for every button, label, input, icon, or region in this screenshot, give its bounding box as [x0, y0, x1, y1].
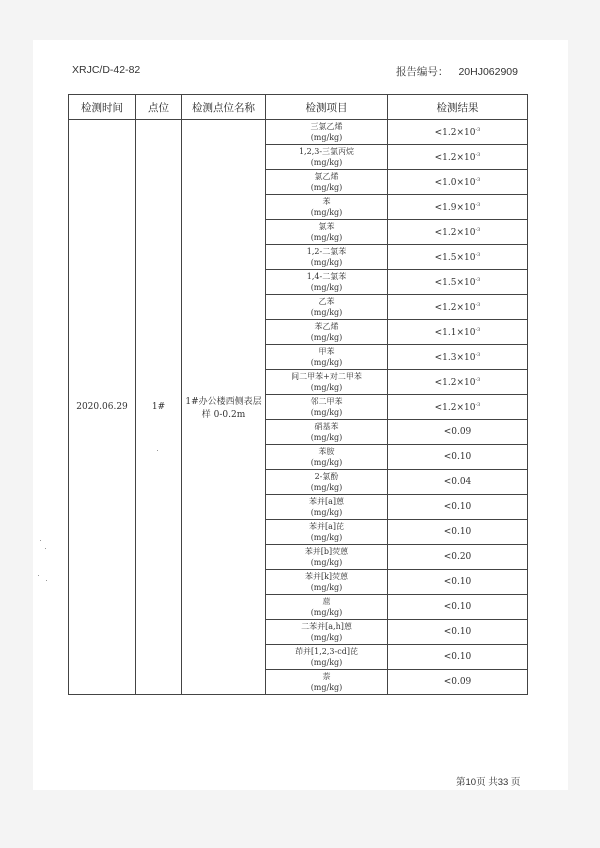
test-item-name: 甲苯 — [318, 347, 335, 356]
test-item-name: 硝基苯 — [314, 422, 339, 431]
test-result-exponent: -3 — [475, 276, 481, 283]
test-result-value: <0.10 — [443, 627, 472, 637]
test-item-unit: (mg/kg) — [310, 633, 343, 642]
test-item-name: 萘 — [322, 672, 331, 681]
col-header-result: 检测结果 — [388, 95, 528, 120]
test-result-exponent: -3 — [475, 151, 481, 158]
test-item-unit: (mg/kg) — [310, 258, 343, 267]
test-result-cell — [388, 645, 528, 670]
test-item-unit: (mg/kg) — [310, 333, 343, 342]
test-result-cell — [388, 270, 528, 295]
test-item-cell — [266, 120, 388, 145]
test-item-unit: (mg/kg) — [310, 433, 343, 442]
report-number-label: 报告编号： — [395, 66, 449, 78]
test-result-value: <1.3×10 — [434, 352, 476, 363]
test-item-cell — [266, 595, 388, 620]
document-code: XRJC/D-42-82 — [72, 64, 141, 76]
test-item-cell — [266, 495, 388, 520]
test-item-unit: (mg/kg) — [310, 608, 343, 617]
test-item-cell — [266, 170, 388, 195]
test-result-cell — [388, 170, 528, 195]
test-item-unit: (mg/kg) — [310, 558, 343, 567]
point-cell: 1# — [136, 120, 182, 695]
scan-speck — [157, 450, 158, 451]
col-header-point: 点位 — [136, 95, 182, 120]
test-result-cell — [388, 370, 528, 395]
test-item-cell — [266, 520, 388, 545]
test-result-value: <0.04 — [443, 477, 472, 487]
test-item-unit: (mg/kg) — [310, 358, 343, 367]
test-item-cell — [266, 570, 388, 595]
test-item-cell — [266, 370, 388, 395]
test-result-value: <1.2×10 — [434, 227, 476, 238]
test-item-unit: (mg/kg) — [310, 583, 343, 592]
test-result-value: <1.1×10 — [434, 327, 476, 338]
test-item-name: 苯并[a]蒽 — [308, 497, 344, 506]
test-item-name: 邻二甲苯 — [310, 397, 343, 406]
test-item-cell — [266, 270, 388, 295]
test-item-cell — [266, 470, 388, 495]
test-item-cell — [266, 295, 388, 320]
test-result-value: <1.9×10 — [434, 202, 476, 213]
scan-speck — [38, 575, 39, 576]
test-result-cell — [388, 295, 528, 320]
test-result-exponent: -3 — [475, 176, 481, 183]
test-item-name: 1,2,3-三氯丙烷 — [298, 147, 355, 156]
scan-speck — [45, 548, 46, 549]
table-header-row — [69, 95, 528, 120]
test-item-cell — [266, 670, 388, 695]
test-result-value: <0.10 — [443, 577, 472, 587]
test-item-unit: (mg/kg) — [310, 458, 343, 467]
test-item-cell — [266, 420, 388, 445]
test-result-exponent: -3 — [475, 126, 481, 133]
test-item-name: 2-氯酚 — [314, 472, 339, 481]
test-item-unit: (mg/kg) — [310, 658, 343, 667]
test-result-exponent: -3 — [475, 376, 481, 383]
test-result-cell — [388, 220, 528, 245]
test-result-value: <1.2×10 — [434, 302, 476, 313]
test-result-value: <0.10 — [443, 452, 472, 462]
test-item-cell — [266, 620, 388, 645]
page-number: 第10页 共33 页 — [456, 777, 521, 788]
test-item-unit: (mg/kg) — [310, 308, 343, 317]
test-result-cell — [388, 245, 528, 270]
test-result-value: <1.2×10 — [434, 402, 476, 413]
test-result-exponent: -3 — [475, 251, 481, 258]
location-cell: 1#办公楼西侧表层样 0-0.2m — [182, 120, 266, 695]
test-result-cell — [388, 495, 528, 520]
test-result-value: <0.20 — [443, 552, 472, 562]
test-result-value: <0.10 — [443, 502, 472, 512]
test-item-cell — [266, 545, 388, 570]
report-number-value: 20HJ062909 — [458, 66, 518, 78]
test-result-value: <0.09 — [443, 677, 472, 687]
test-result-cell — [388, 570, 528, 595]
test-item-unit: (mg/kg) — [310, 408, 343, 417]
test-item-cell — [266, 320, 388, 345]
test-item-cell — [266, 645, 388, 670]
test-result-exponent: -3 — [475, 226, 481, 233]
test-result-cell — [388, 445, 528, 470]
test-item-name: 1,4-二氯苯 — [306, 272, 347, 281]
test-item-cell — [266, 195, 388, 220]
test-result-cell — [388, 545, 528, 570]
test-result-exponent: -3 — [475, 326, 481, 333]
test-result-cell — [388, 620, 528, 645]
table-body — [69, 120, 528, 695]
test-result-cell — [388, 670, 528, 695]
test-item-name: 二苯并[a,h]蒽 — [301, 622, 352, 631]
test-item-unit: (mg/kg) — [310, 133, 343, 142]
test-item-unit: (mg/kg) — [310, 533, 343, 542]
test-result-exponent: -3 — [475, 401, 481, 408]
date-cell: 2020.06.29 — [69, 120, 136, 695]
test-item-unit: (mg/kg) — [310, 208, 343, 217]
test-item-name: 三氯乙烯 — [310, 122, 343, 131]
test-result-cell — [388, 345, 528, 370]
test-item-cell — [266, 220, 388, 245]
test-result-value: <0.10 — [443, 652, 472, 662]
test-result-value: <1.2×10 — [434, 377, 476, 388]
test-item-name: 苯并[b]荧蒽 — [304, 547, 349, 556]
scan-speck — [40, 540, 41, 541]
test-result-value: <0.10 — [443, 602, 472, 612]
col-header-time: 检测时间 — [69, 95, 136, 120]
results-table — [68, 94, 528, 695]
test-item-cell — [266, 145, 388, 170]
test-item-name: 氯苯 — [318, 222, 335, 231]
test-item-unit: (mg/kg) — [310, 383, 343, 392]
test-item-name: 苯并[a]芘 — [308, 522, 344, 531]
test-item-cell — [266, 395, 388, 420]
test-result-value: <1.0×10 — [434, 177, 476, 188]
test-result-exponent: -3 — [475, 351, 481, 358]
test-item-name: 乙苯 — [318, 297, 335, 306]
test-item-unit: (mg/kg) — [310, 158, 343, 167]
test-result-cell — [388, 595, 528, 620]
test-result-cell — [388, 520, 528, 545]
test-item-name: 苯胺 — [318, 447, 335, 456]
test-result-value: <0.10 — [443, 527, 472, 537]
test-item-name: 1,2-二氯苯 — [306, 247, 347, 256]
test-item-name: 茚并[1,2,3-cd]芘 — [295, 647, 358, 656]
test-item-name: 间二甲苯+对二甲苯 — [291, 372, 362, 381]
test-item-unit: (mg/kg) — [310, 508, 343, 517]
test-item-name: 苯并[k]荧蒽 — [304, 572, 349, 581]
test-result-value: <0.09 — [443, 427, 472, 437]
test-item-unit: (mg/kg) — [310, 683, 343, 692]
test-result-value: <1.2×10 — [434, 127, 476, 138]
test-item-name: 苯 — [322, 197, 331, 206]
test-item-unit: (mg/kg) — [310, 283, 343, 292]
scan-speck — [46, 580, 47, 581]
test-item-unit: (mg/kg) — [310, 233, 343, 242]
table-row — [69, 120, 528, 145]
test-result-cell — [388, 395, 528, 420]
test-result-value: <1.2×10 — [434, 152, 476, 163]
test-result-cell — [388, 470, 528, 495]
col-header-item: 检测项目 — [266, 95, 388, 120]
test-result-value: <1.5×10 — [434, 277, 476, 288]
test-item-cell — [266, 345, 388, 370]
test-item-name: 苯乙烯 — [314, 322, 339, 331]
col-header-location: 检测点位名称 — [182, 95, 266, 120]
test-item-name: 䓛 — [322, 597, 331, 606]
test-item-name: 氯乙烯 — [314, 172, 339, 181]
test-result-cell — [388, 320, 528, 345]
test-result-cell — [388, 145, 528, 170]
test-result-cell — [388, 420, 528, 445]
test-item-cell — [266, 245, 388, 270]
test-result-exponent: -3 — [475, 201, 481, 208]
test-result-cell — [388, 120, 528, 145]
test-item-cell — [266, 445, 388, 470]
test-result-exponent: -3 — [475, 301, 481, 308]
test-item-unit: (mg/kg) — [310, 183, 343, 192]
test-result-cell — [388, 195, 528, 220]
test-item-unit: (mg/kg) — [310, 483, 343, 492]
test-result-value: <1.5×10 — [434, 252, 476, 263]
report-number — [396, 64, 518, 79]
